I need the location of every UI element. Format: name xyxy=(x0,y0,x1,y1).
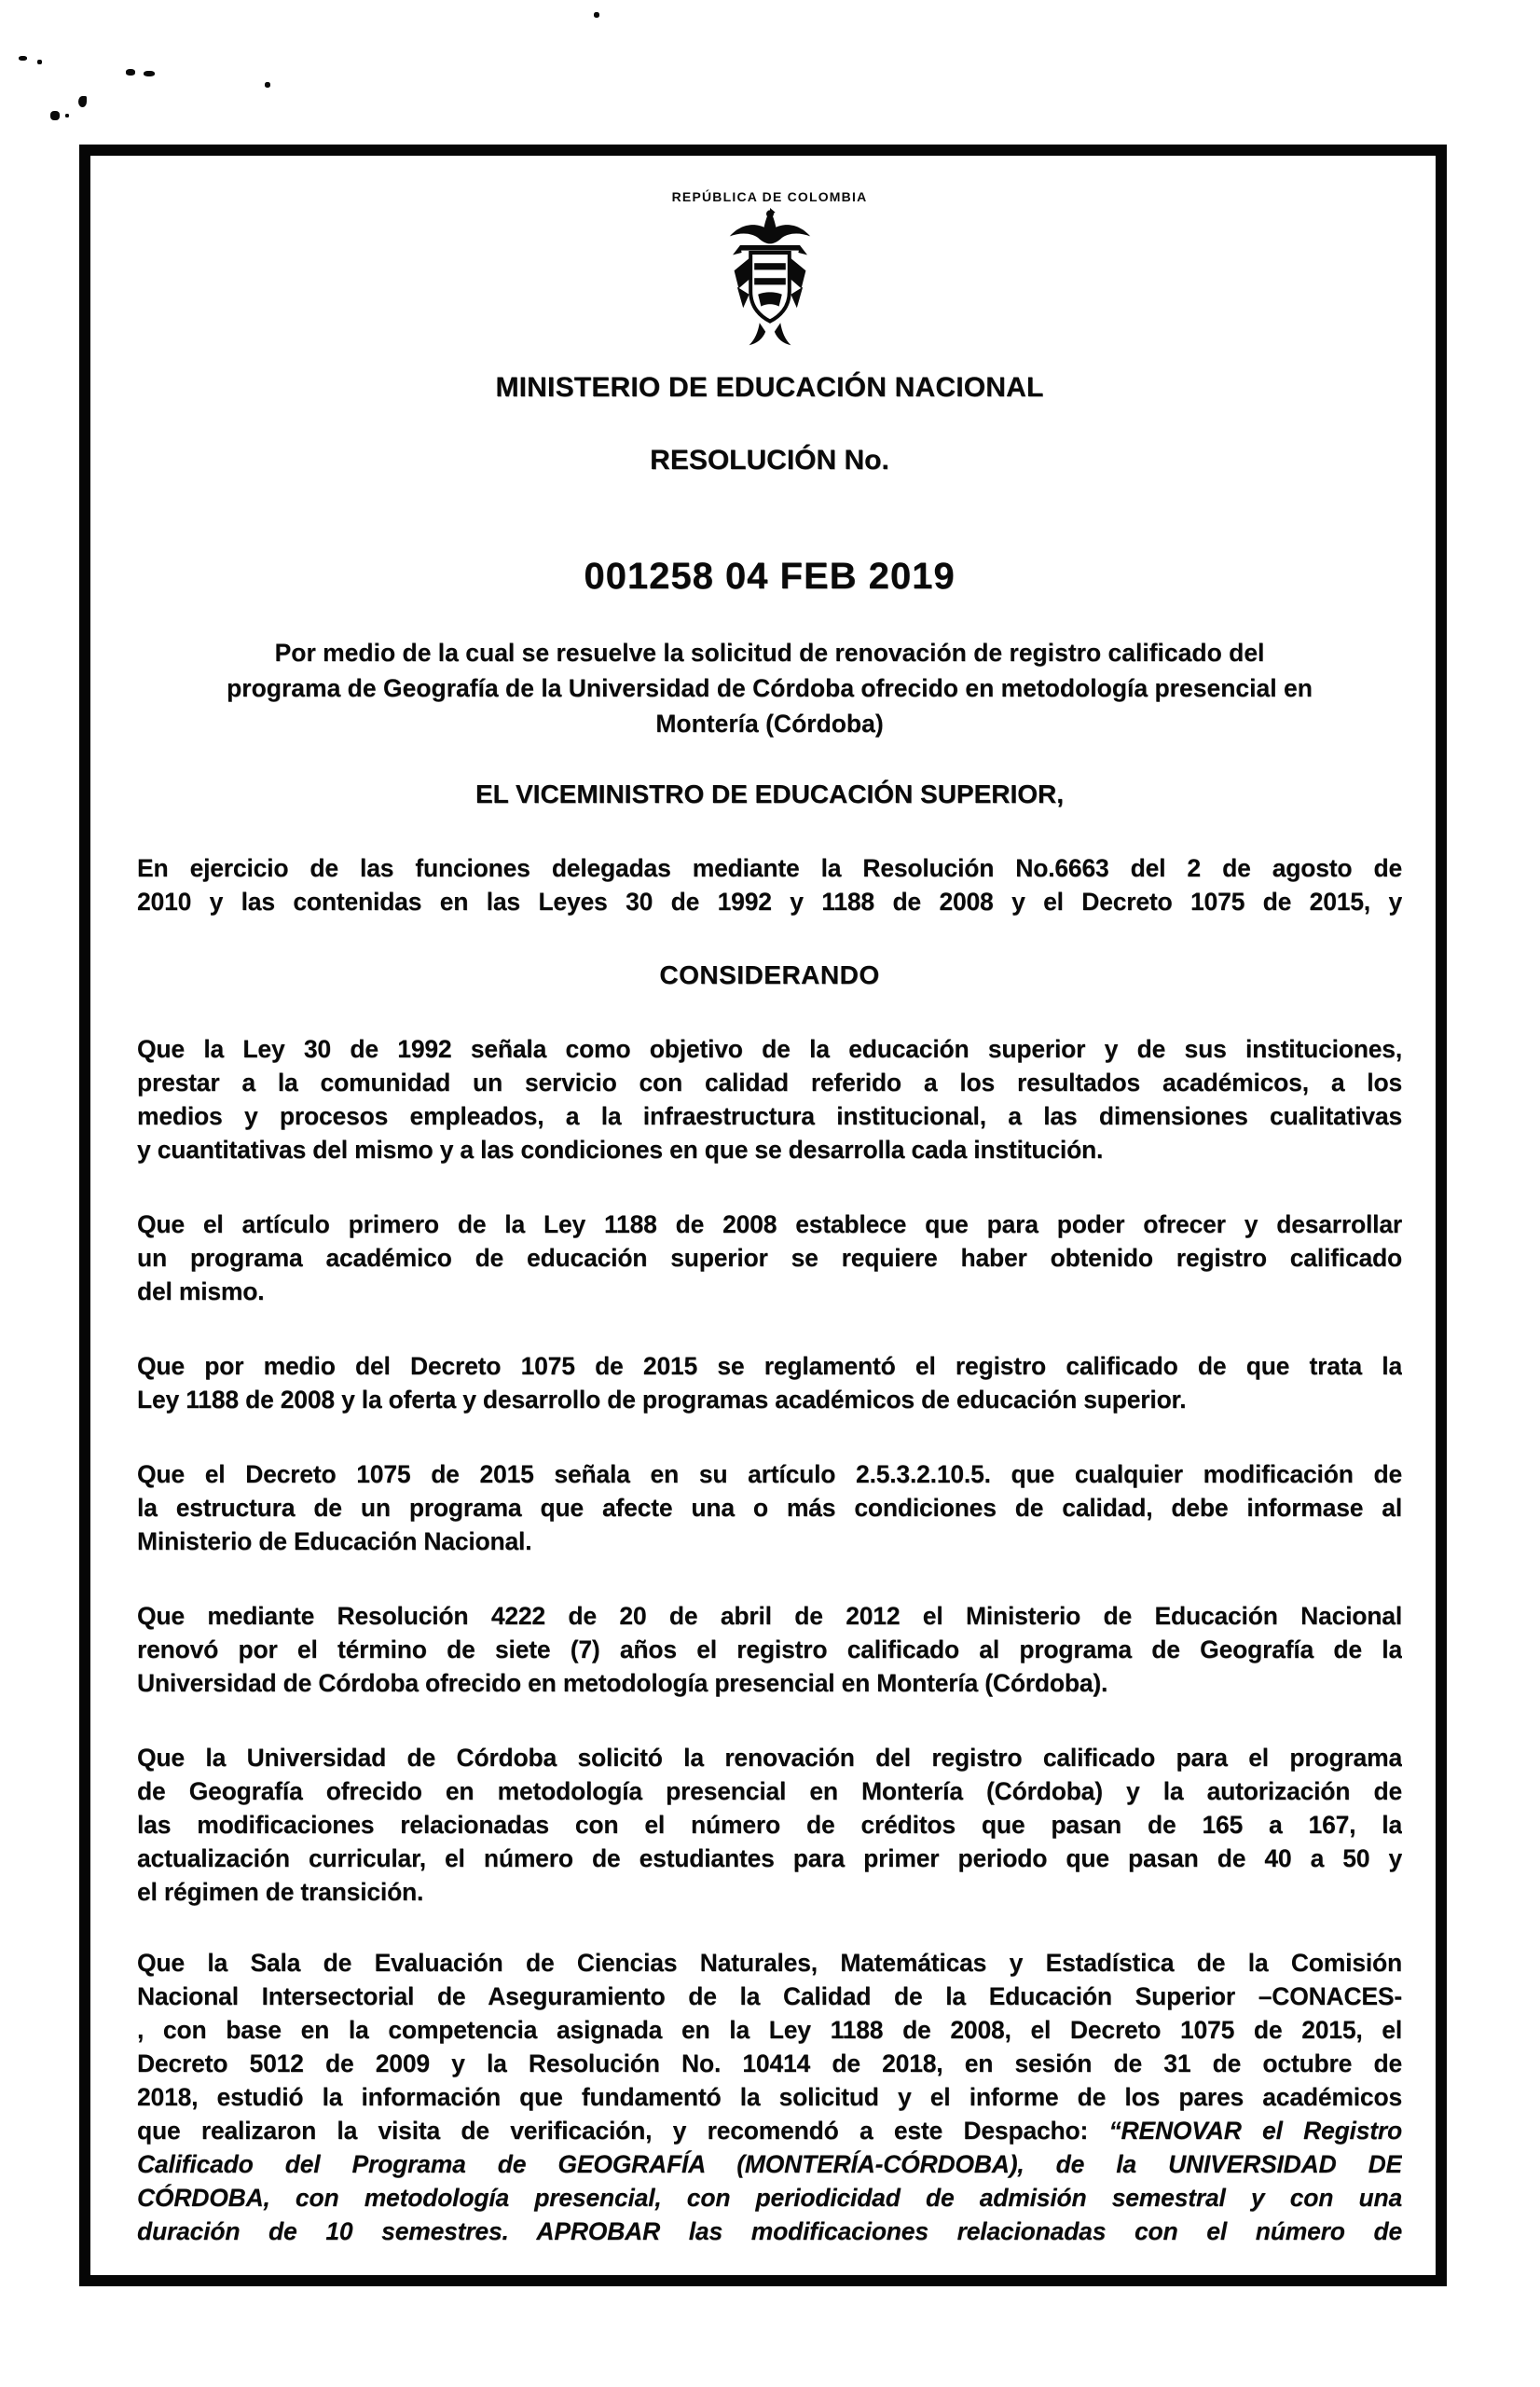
ministry-title: MINISTERIO DE EDUCACIÓN NACIONAL xyxy=(495,372,1044,403)
paragraph-line xyxy=(137,1808,1402,1842)
paragraph-line xyxy=(137,635,1402,670)
resolution-label: RESOLUCIÓN No. xyxy=(650,445,889,476)
body-text: 2018, estudió la información que fundamentó la solicitud y el informe de los pares académicos xyxy=(137,2083,1402,2111)
paragraph-line xyxy=(137,1599,1402,1633)
quoted-italic-text: “RENOVAR el Registro xyxy=(1108,2117,1402,2145)
preamble-paragraph xyxy=(137,851,1402,918)
body-text: del mismo. xyxy=(137,1277,265,1305)
paragraph-line xyxy=(137,851,1402,885)
body-text: medios y procesos empleados, a la infraestructura institucional, a las dimensiones cualitativas xyxy=(137,1102,1402,1130)
paragraph-line xyxy=(137,2147,1402,2181)
scan-speck xyxy=(126,69,135,76)
body-text: Por medio de la cual se resuelve la solicitud de renovación de registro calificado del xyxy=(274,639,1265,667)
scan-speck xyxy=(65,114,69,117)
body-text: un programa académico de educación superior se requiere haber obtenido registro calificado xyxy=(137,1244,1402,1272)
authority-line: EL VICEMINISTRO DE EDUCACIÓN SUPERIOR, xyxy=(474,780,1065,808)
body-text: Ministerio de Educación Nacional. xyxy=(137,1527,532,1555)
body-paragraph xyxy=(137,1032,1402,1166)
paragraph-line xyxy=(137,885,1402,918)
paragraph-line xyxy=(137,2114,1402,2147)
quoted-italic-text: duración de 10 semestres. APROBAR las modificaciones relacionadas con el número de xyxy=(137,2217,1402,2245)
body-text: Que mediante Resolución 4222 de 20 de abril de 2012 el Ministerio de Educación Nacional xyxy=(137,1602,1402,1630)
body-text: actualización curricular, el número de estudiantes para primer periodo que pasan de 40 a 50 y xyxy=(137,1844,1402,1872)
body-text: , con base en la competencia asignada en la Ley 1188 de 2008, el Decreto 1075 de 2015, el xyxy=(137,2016,1402,2044)
paragraph-line xyxy=(137,1842,1402,1875)
paragraph-line xyxy=(137,1241,1402,1275)
republic-label: REPÚBLICA DE COLOMBIA xyxy=(671,189,868,204)
body-paragraph xyxy=(137,1599,1402,1700)
subject-paragraph xyxy=(137,635,1402,741)
paragraph-line xyxy=(137,2215,1402,2248)
body-text: Nacional Intersectorial de Aseguramiento de la Calidad de la Educación Superior –CONACES- xyxy=(137,1982,1402,2010)
scan-speck xyxy=(78,96,87,107)
paragraph-line xyxy=(137,1457,1402,1491)
emblem-container xyxy=(137,208,1402,357)
body-paragraph xyxy=(137,1946,1402,2248)
considerando-heading: CONSIDERANDO xyxy=(659,960,880,989)
paragraph-line xyxy=(137,2047,1402,2080)
colombia-coat-of-arms-icon xyxy=(725,208,815,357)
scan-speck xyxy=(265,82,270,88)
body-text: Que la Sala de Evaluación de Ciencias Naturales, Matemáticas y Estadística de la Comisión xyxy=(137,1949,1402,1977)
body-text: Que la Universidad de Córdoba solicitó la renovación del registro calificado para el programa xyxy=(137,1744,1402,1772)
paragraph-line xyxy=(137,1525,1402,1558)
paragraph-line xyxy=(137,1946,1402,1980)
paragraph-line xyxy=(137,1633,1402,1666)
quoted-italic-text: CÓRDOBA, con metodología presencial, con periodicidad de admisión semestral y con una xyxy=(137,2184,1402,2212)
body-paragraph xyxy=(137,1741,1402,1909)
paragraph-line xyxy=(137,1666,1402,1700)
body-text: Que el artículo primero de la Ley 1188 de 2008 establece que para poder ofrecer y desarrollar xyxy=(137,1210,1402,1238)
paragraph-line xyxy=(137,2080,1402,2114)
body-text: Que el Decreto 1075 de 2015 señala en su artículo 2.5.3.2.10.5. que cualquier modificación de xyxy=(137,1460,1402,1488)
body-text: la estructura de un programa que afecte una o más condiciones de calidad, debe informase al xyxy=(137,1494,1402,1522)
quoted-italic-text: Calificado del Programa de GEOGRAFÍA (MONTERÍA-CÓRDOBA), de la UNIVERSIDAD DE xyxy=(137,2150,1402,2178)
paragraph-line xyxy=(137,1383,1402,1416)
body-paragraph xyxy=(137,1349,1402,1416)
scan-speck xyxy=(50,111,60,120)
paragraph-line xyxy=(137,1774,1402,1808)
paragraph-line xyxy=(137,706,1402,741)
body-text: Ley 1188 de 2008 y la oferta y desarrollo de programas académicos de educación superior. xyxy=(137,1386,1187,1414)
body-text: y cuantitativas del mismo y a las condiciones en que se desarrolla cada institución. xyxy=(137,1136,1104,1164)
body-text: En ejercicio de las funciones delegadas mediante la Resolución No.6663 del 2 de agosto de xyxy=(137,854,1402,882)
paragraph-line xyxy=(137,1032,1402,1066)
body-text: Que la Ley 30 de 1992 señala como objetivo de la educación superior y de sus instituciones, xyxy=(137,1035,1402,1063)
paragraph-line xyxy=(137,670,1402,706)
paragraph-line xyxy=(137,1980,1402,2013)
paragraph-line xyxy=(137,2013,1402,2047)
paragraph-line xyxy=(137,1133,1402,1166)
scan-speck xyxy=(37,60,42,64)
page-content xyxy=(90,189,1436,2248)
paragraph-line xyxy=(137,1875,1402,1909)
body-text: prestar a la comunidad un servicio con calidad referido a los resultados académicos, a los xyxy=(137,1069,1402,1097)
body-text: Montería (Córdoba) xyxy=(655,710,884,738)
body-text: renovó por el término de siete (7) años el registro calificado al programa de Geografía de la xyxy=(137,1635,1402,1663)
body-paragraphs xyxy=(137,1032,1402,2248)
page-border-frame xyxy=(79,145,1447,2286)
body-text: que realizaron la visita de verificación, y recomendó a este Despacho: xyxy=(137,2117,1109,2145)
body-text: Decreto 5012 de 2009 y la Resolución No. 10414 de 2018, en sesión de 31 de octubre de xyxy=(137,2049,1402,2077)
body-paragraph xyxy=(137,1207,1402,1308)
body-text: de Geografía ofrecido en metodología presencial en Montería (Córdoba) y la autorización de xyxy=(137,1777,1402,1805)
paragraph-line xyxy=(137,1349,1402,1383)
resolution-number: 001258 04 FEB 2019 xyxy=(584,556,956,597)
paragraph-line xyxy=(137,1275,1402,1308)
paragraph-line xyxy=(137,2181,1402,2215)
body-text: Universidad de Córdoba ofrecido en metodología presencial en Montería (Córdoba). xyxy=(137,1669,1108,1697)
body-text: Que por medio del Decreto 1075 de 2015 se reglamentó el registro calificado de que trata la xyxy=(137,1352,1402,1380)
paragraph-line xyxy=(137,1491,1402,1525)
paragraph-line xyxy=(137,1066,1402,1099)
paragraph-line xyxy=(137,1207,1402,1241)
scan-speck xyxy=(19,56,27,61)
paragraph-line xyxy=(137,1741,1402,1774)
scan-speck xyxy=(144,71,155,76)
body-text: 2010 y las contenidas en las Leyes 30 de 1992 y 1188 de 2008 y el Decreto 1075 de 2015, y xyxy=(137,888,1402,916)
body-text: las modificaciones relacionadas con el número de créditos que pasan de 165 a 167, la xyxy=(137,1811,1402,1839)
body-text: programa de Geografía de la Universidad de Córdoba ofrecido en metodología presencial en xyxy=(227,674,1313,702)
paragraph-line xyxy=(137,1099,1402,1133)
scan-speck xyxy=(594,12,599,18)
body-text: el régimen de transición. xyxy=(137,1878,424,1906)
body-paragraph xyxy=(137,1457,1402,1558)
